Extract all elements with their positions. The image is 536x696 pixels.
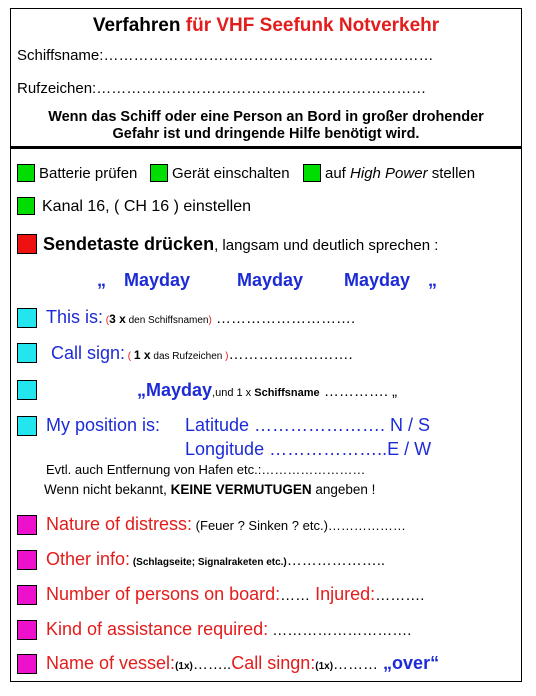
transmit-rest: , langsam und deutlich sprechen : [214, 237, 439, 254]
mayday-line-small1: ,und 1 x [212, 387, 252, 399]
injured-label: Injured: [310, 584, 376, 604]
high-power-post: stellen [427, 165, 476, 182]
step-persons [46, 584, 424, 605]
call-sign-paren-open: ( [125, 351, 134, 362]
step-checkbox-green[interactable] [17, 197, 35, 215]
vessel-dots: …….. [192, 656, 232, 673]
other-small: (Schlagseite; Signalraketen etc.) [130, 557, 287, 568]
step-checkbox-cyan[interactable] [17, 380, 37, 400]
callsign2-label: Call singn: [231, 653, 316, 673]
step-channel-16: Kanal 16, ( CH 16 ) einstellen [42, 198, 251, 215]
mayday-line-dots: …………. „ [319, 383, 398, 400]
this-is-paren-close: ) [208, 315, 212, 326]
longitude-field: Longitude ………………..E / W [185, 439, 432, 459]
divider [11, 146, 521, 149]
step-checkbox-green[interactable] [150, 164, 168, 182]
callsign2-small: (1x) [315, 661, 334, 672]
mayday-line-small2: Schiffsname [251, 387, 320, 399]
mayday-line-quote: „ [137, 380, 146, 400]
step-transmit [43, 234, 438, 255]
step-high-power [325, 165, 475, 182]
call-sign-count: 1 x [133, 348, 151, 362]
mayday-line-word: Mayday [146, 380, 213, 400]
distance-note: Evtl. auch Entfernung von Hafen etc.:…………………… [46, 462, 366, 477]
latitude-field: Latitude …………………. N / S [185, 415, 431, 435]
this-is-count: 3 x [109, 312, 126, 326]
step-checkbox-magenta[interactable] [17, 515, 37, 535]
this-is-dots: ………………………. [211, 310, 356, 327]
mayday-word: Mayday [124, 270, 191, 290]
injured-dots: ………. [375, 587, 425, 604]
ship-name-row [17, 47, 433, 64]
mayday-word: Mayday [344, 270, 411, 290]
assist-label: Kind of assistance required: [46, 619, 269, 639]
step-checkbox-magenta[interactable] [17, 550, 37, 570]
step-assistance [46, 619, 411, 640]
unknown-post: angeben ! [311, 482, 376, 497]
this-is-label: This is: [46, 307, 104, 327]
mayday-close-quote: „ [428, 270, 437, 290]
unknown-bold: KEINE VERMUTUGEN [170, 482, 312, 497]
call-sign-small: das Rufzeichen [150, 351, 223, 362]
call-sign-dots: ………………………………………………………… [96, 80, 427, 97]
step-checkbox-magenta[interactable] [17, 585, 37, 605]
unknown-pre: Wenn nicht bekannt, [44, 482, 171, 497]
position-label: My position is: [46, 415, 161, 435]
procedure-card [10, 8, 522, 682]
ship-name-label: Schiffsname: [17, 47, 104, 64]
vessel-small: (1x) [175, 661, 193, 672]
unknown-note [44, 482, 375, 497]
high-power-pre: auf [325, 165, 351, 182]
page-title [11, 15, 521, 37]
nature-label: Nature of distress: [46, 514, 193, 534]
persons-label: Number of persons on board: [46, 584, 281, 604]
step-checkbox-green[interactable] [303, 164, 321, 182]
over-word: „over“ [378, 653, 440, 673]
call-sign-label: Call sign: [51, 343, 126, 363]
vessel-label: Name of vessel: [46, 653, 176, 673]
step-other-info [46, 549, 385, 570]
persons-dots: …… [280, 587, 311, 604]
title-part1: Verfahren [92, 15, 186, 36]
call-sign-paren-close: ) [222, 351, 229, 362]
nature-rest: (Feuer ? Sinken ? etc.)……………… [192, 518, 406, 533]
step-checkbox-red[interactable] [17, 234, 37, 254]
step-vessel [46, 653, 439, 674]
step-checkbox-magenta[interactable] [17, 620, 37, 640]
step-mayday-shipname [137, 380, 397, 401]
transmit-bold: Sendetaste drücken [43, 234, 215, 254]
step-call-sign [51, 343, 353, 364]
high-power-italic: High Power [350, 165, 428, 182]
assist-dots: ………………………. [268, 622, 412, 639]
other-label: Other info: [46, 549, 131, 569]
call-sign-label: Rufzeichen: [17, 80, 97, 97]
ship-name-dots: ………………………………………………………… [103, 47, 434, 64]
step-nature [46, 514, 406, 535]
call-sign-dots: ……………………. [228, 346, 353, 363]
call-sign-row [17, 80, 426, 97]
title-part2: für VHF Seefunk Notverkehr [185, 15, 440, 36]
warning-line-1: Wenn das Schiff oder eine Person an Bord in großer drohender [48, 109, 484, 125]
step-checkbox-magenta[interactable] [17, 654, 37, 674]
step-checkbox-cyan[interactable] [17, 416, 37, 436]
step-checkbox-cyan[interactable] [17, 343, 37, 363]
other-dots: ……………….. [286, 552, 386, 569]
step-this-is [46, 307, 355, 328]
step-power-on: Gerät einschalten [172, 165, 290, 182]
step-checkbox-cyan[interactable] [17, 308, 37, 328]
step-battery: Batterie prüfen [39, 165, 138, 182]
warning-line-2: Gefahr ist und dringende Hilfe benötigt wird. [112, 126, 420, 142]
step-checkbox-green[interactable] [17, 164, 35, 182]
callsign2-dots: ……… [333, 656, 379, 673]
mayday-open-quote: „ [97, 270, 106, 290]
mayday-word: Mayday [237, 270, 304, 290]
this-is-paren-open: ( [103, 315, 110, 326]
this-is-small: den Schiffsnamen [125, 315, 209, 326]
